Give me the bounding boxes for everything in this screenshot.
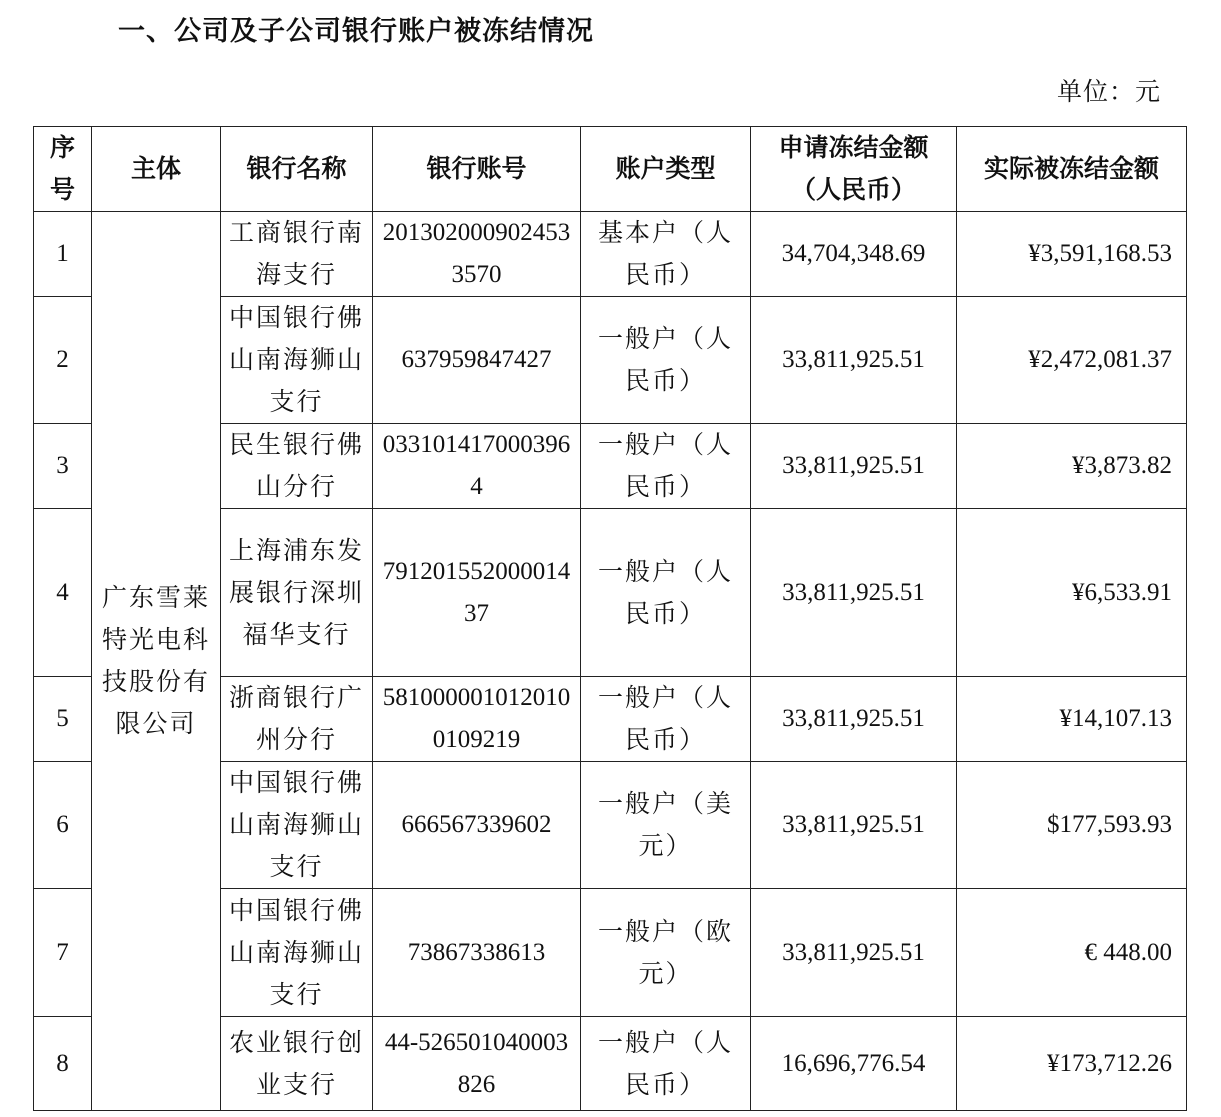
cell-account-number: 0331014170003964 (373, 424, 581, 509)
cell-account-type: 一般户（人民币） (581, 677, 751, 762)
cell-requested-amount: 33,811,925.51 (751, 297, 957, 424)
cell-seq: 1 (34, 212, 92, 297)
cell-actual-amount: ¥3,873.82 (957, 424, 1187, 509)
cell-seq: 2 (34, 297, 92, 424)
header-requested-amount: 申请冻结金额（人民币） (751, 127, 957, 212)
cell-account-number: 73867338613 (373, 889, 581, 1017)
cell-bank-name: 中国银行佛山南海狮山支行 (221, 762, 373, 889)
cell-seq: 5 (34, 677, 92, 762)
unit-label: 单位：元 (1056, 77, 1161, 106)
cell-seq: 6 (34, 762, 92, 889)
cell-account-number: 44-526501040003826 (373, 1017, 581, 1111)
header-actual-amount: 实际被冻结金额 (957, 127, 1187, 212)
section-title: 一、公司及子公司银行账户被冻结情况 (118, 16, 594, 47)
cell-account-number: 2013020009024533570 (373, 212, 581, 297)
cell-seq: 4 (34, 509, 92, 677)
cell-actual-amount: ¥14,107.13 (957, 677, 1187, 762)
cell-bank-name: 上海浦东发展银行深圳福华支行 (221, 509, 373, 677)
cell-account-type: 一般户（人民币） (581, 1017, 751, 1111)
cell-actual-amount: ¥2,472,081.37 (957, 297, 1187, 424)
cell-requested-amount: 33,811,925.51 (751, 424, 957, 509)
cell-requested-amount: 33,811,925.51 (751, 509, 957, 677)
cell-seq: 3 (34, 424, 92, 509)
cell-bank-name: 民生银行佛山分行 (221, 424, 373, 509)
frozen-accounts-table (33, 126, 1187, 1111)
header-account-type: 账户类型 (581, 127, 751, 212)
table-row (34, 212, 1187, 297)
cell-bank-name: 工商银行南海支行 (221, 212, 373, 297)
cell-account-number: 79120155200001437 (373, 509, 581, 677)
cell-account-number: 666567339602 (373, 762, 581, 889)
cell-entity: 广东雪莱特光电科技股份有限公司 (92, 212, 221, 1111)
cell-actual-amount: ¥3,591,168.53 (957, 212, 1187, 297)
cell-requested-amount: 34,704,348.69 (751, 212, 957, 297)
cell-bank-name: 农业银行创业支行 (221, 1017, 373, 1111)
cell-requested-amount: 33,811,925.51 (751, 677, 957, 762)
cell-actual-amount: ¥173,712.26 (957, 1017, 1187, 1111)
cell-bank-name: 中国银行佛山南海狮山支行 (221, 889, 373, 1017)
cell-account-type: 一般户（欧元） (581, 889, 751, 1017)
cell-actual-amount: $177,593.93 (957, 762, 1187, 889)
cell-bank-name: 浙商银行广州分行 (221, 677, 373, 762)
header-seq: 序号 (34, 127, 92, 212)
cell-seq: 7 (34, 889, 92, 1017)
table-header-row (34, 127, 1187, 212)
cell-account-type: 一般户（人民币） (581, 509, 751, 677)
cell-requested-amount: 33,811,925.51 (751, 889, 957, 1017)
cell-actual-amount: ¥6,533.91 (957, 509, 1187, 677)
cell-account-type: 一般户（人民币） (581, 297, 751, 424)
cell-requested-amount: 16,696,776.54 (751, 1017, 957, 1111)
header-entity: 主体 (92, 127, 221, 212)
cell-account-type: 一般户（美元） (581, 762, 751, 889)
cell-account-type: 基本户（人民币） (581, 212, 751, 297)
header-bank-name: 银行名称 (221, 127, 373, 212)
header-account-number: 银行账号 (373, 127, 581, 212)
cell-account-number: 5810000010120100109219 (373, 677, 581, 762)
cell-account-number: 637959847427 (373, 297, 581, 424)
cell-seq: 8 (34, 1017, 92, 1111)
cell-actual-amount: € 448.00 (957, 889, 1187, 1017)
cell-account-type: 一般户（人民币） (581, 424, 751, 509)
cell-bank-name: 中国银行佛山南海狮山支行 (221, 297, 373, 424)
cell-requested-amount: 33,811,925.51 (751, 762, 957, 889)
